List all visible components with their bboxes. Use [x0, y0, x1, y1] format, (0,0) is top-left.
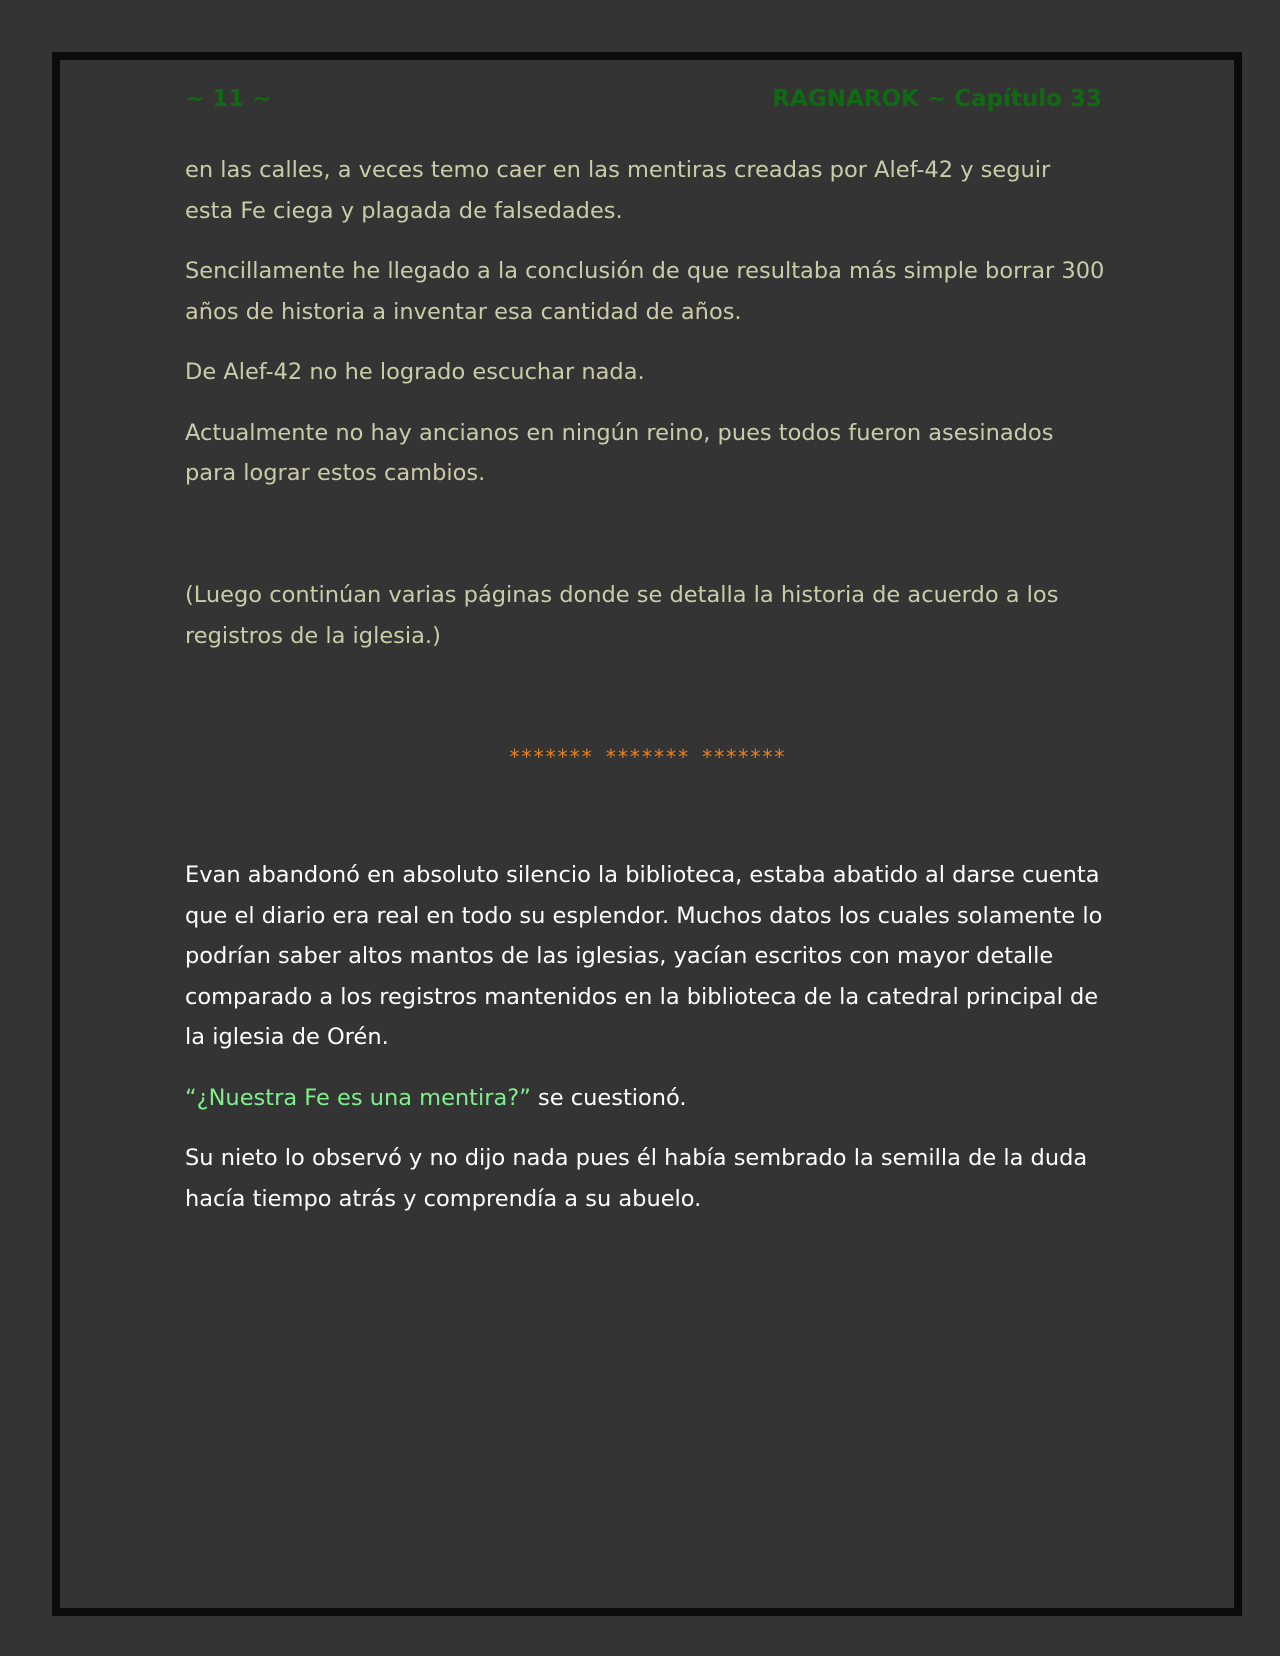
diary-note: (Luego continúan varias páginas donde se detalla la historia de acuerdo a los registros de la iglesia.)	[185, 582, 1059, 649]
thought-paragraph	[185, 1078, 1105, 1119]
narrative-paragraph: Su nieto lo observó y no dijo nada pues él había sembrado la semilla de la duda hacía tiempo atrás y comprendía a su abuelo.	[185, 1145, 1088, 1212]
diary-paragraph: en las calles, a veces temo caer en las mentiras creadas por Alef-42 y seguir esta Fe ciega y plagada de falsedades.	[185, 157, 1051, 224]
thought-tail: se cuestionó.	[530, 1084, 687, 1111]
diary-excerpt	[185, 150, 1105, 494]
page-header	[185, 86, 1102, 122]
chapter-title: RAGNAROK ~ Capítulo 33	[772, 86, 1102, 112]
inner-thought-quote: “¿Nuestra Fe es una mentira?”	[185, 1084, 531, 1111]
diary-note-block	[185, 575, 1105, 656]
narrative-paragraph: Evan abandonó en absoluto silencio la biblioteca, estaba abatido al darse cuenta que el diario era real en todo su esplendor. Muchos datos los cuales solamente lo podrían saber altos mantos de las iglesias, yacían escritos con mayor detalle comparado a los registros mantenidos en la biblioteca de la catedral principal de la iglesia de Orén.	[185, 862, 1103, 1050]
narrative-section	[185, 855, 1105, 1219]
diary-paragraph: Sencillamente he llegado a la conclusión de que resultaba más simple borrar 300 años de historia a inventar esa cantidad de años.	[185, 258, 1105, 325]
book-page	[52, 52, 1242, 1616]
page-number: ~ 11 ~	[185, 86, 272, 112]
scene-separator: ******* ******* *******	[508, 745, 786, 769]
diary-paragraph: De Alef-42 no he logrado escuchar nada.	[185, 359, 645, 385]
diary-paragraph: Actualmente no hay ancianos en ningún reino, pues todos fueron asesinados para lograr estos cambios.	[185, 419, 1054, 486]
